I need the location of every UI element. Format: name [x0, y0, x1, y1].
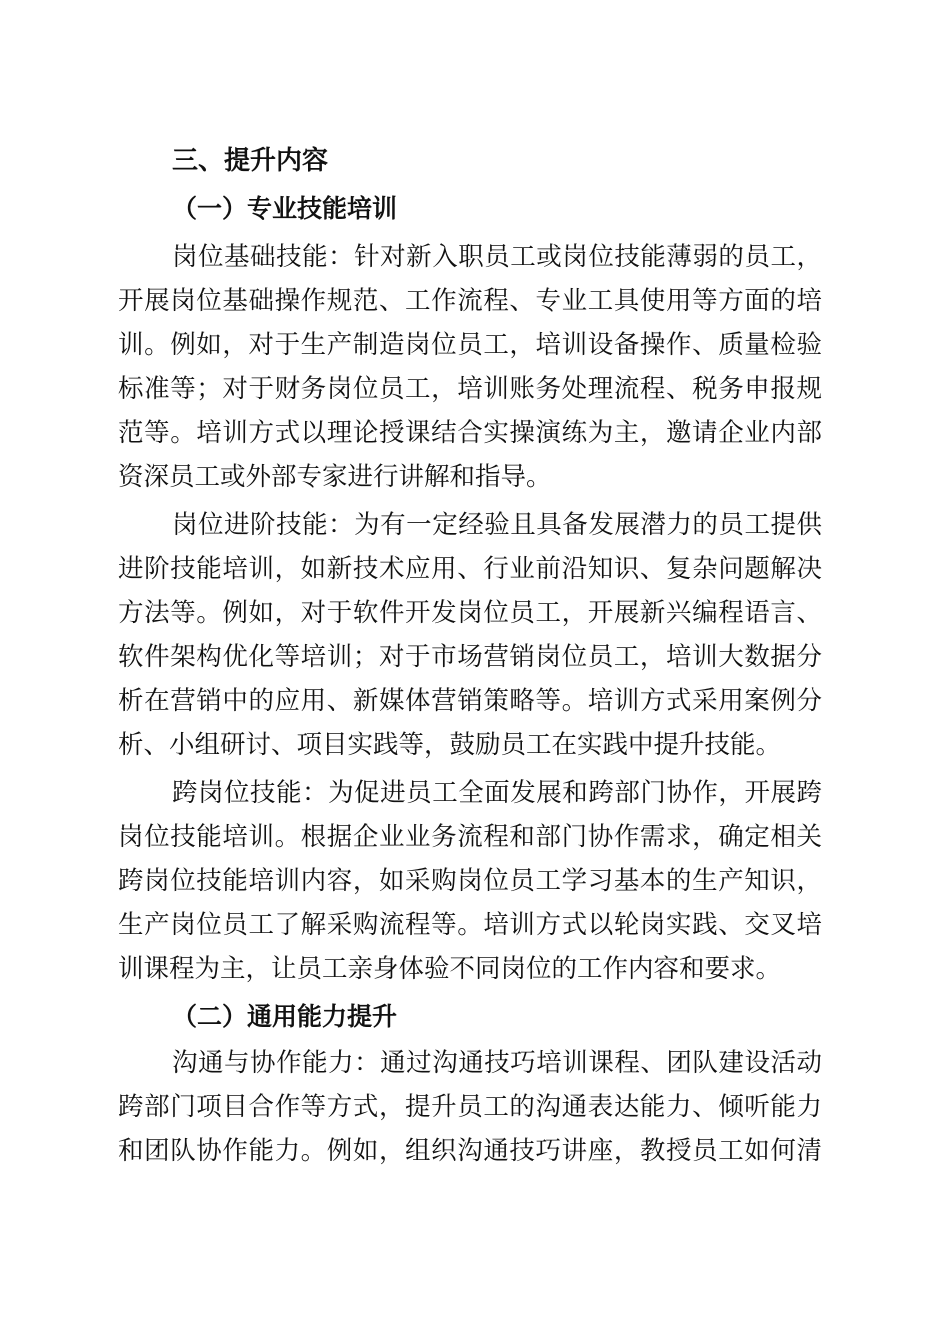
paragraph-line: 软件架构优化等培训；对于市场营销岗位员工，培训大数据分	[118, 642, 822, 672]
paragraph-line: 资深员工或外部专家进行讲解和指导。	[118, 462, 552, 492]
subsection-title-2: （二）通用能力提升	[172, 1002, 398, 1031]
paragraph-line: 方法等。例如，对于软件开发岗位员工，开展新兴编程语言、	[118, 598, 822, 628]
paragraph-line: 开展岗位基础操作规范、工作流程、专业工具使用等方面的培	[118, 286, 822, 316]
paragraph-line: 和团队协作能力。例如，组织沟通技巧讲座，教授员工如何清	[118, 1136, 822, 1166]
paragraph-line: 范等。培训方式以理论授课结合实操演练为主，邀请企业内部	[118, 418, 822, 448]
paragraph-line: 岗位进阶技能：为有一定经验且具备发展潜力的员工提供	[172, 510, 822, 540]
subsection-title-1: （一）专业技能培训	[172, 194, 398, 223]
paragraph-line: 生产岗位员工了解采购流程等。培训方式以轮岗实践、交叉培	[118, 910, 822, 940]
paragraph-line: 沟通与协作能力：通过沟通技巧培训课程、团队建设活动	[172, 1048, 822, 1078]
paragraph-line: 标准等；对于财务岗位员工，培训账务处理流程、税务申报规	[118, 374, 822, 404]
paragraph-line: 析、小组研讨、项目实践等，鼓励员工在实践中提升技能。	[118, 730, 782, 760]
paragraph-line: 跨岗位技能培训内容，如采购岗位员工学习基本的生产知识，	[118, 866, 822, 896]
section-heading: 三、提升内容	[172, 146, 329, 176]
paragraph-line: 训。例如，对于生产制造岗位员工，培训设备操作、质量检验	[118, 330, 822, 360]
paragraph-line: 岗位基础技能：针对新入职员工或岗位技能薄弱的员工，	[172, 242, 822, 272]
paragraph-line: 岗位技能培训。根据企业业务流程和部门协作需求，确定相关	[118, 822, 822, 852]
paragraph-line: 进阶技能培训，如新技术应用、行业前沿知识、复杂问题解决	[118, 554, 822, 584]
paragraph-line: 跨岗位技能：为促进员工全面发展和跨部门协作，开展跨	[172, 778, 822, 808]
paragraph-line: 跨部门项目合作等方式，提升员工的沟通表达能力、倾听能力	[118, 1092, 822, 1122]
paragraph-line: 训课程为主，让员工亲身体验不同岗位的工作内容和要求。	[118, 954, 782, 984]
paragraph-line: 析在营销中的应用、新媒体营销策略等。培训方式采用案例分	[118, 686, 822, 716]
